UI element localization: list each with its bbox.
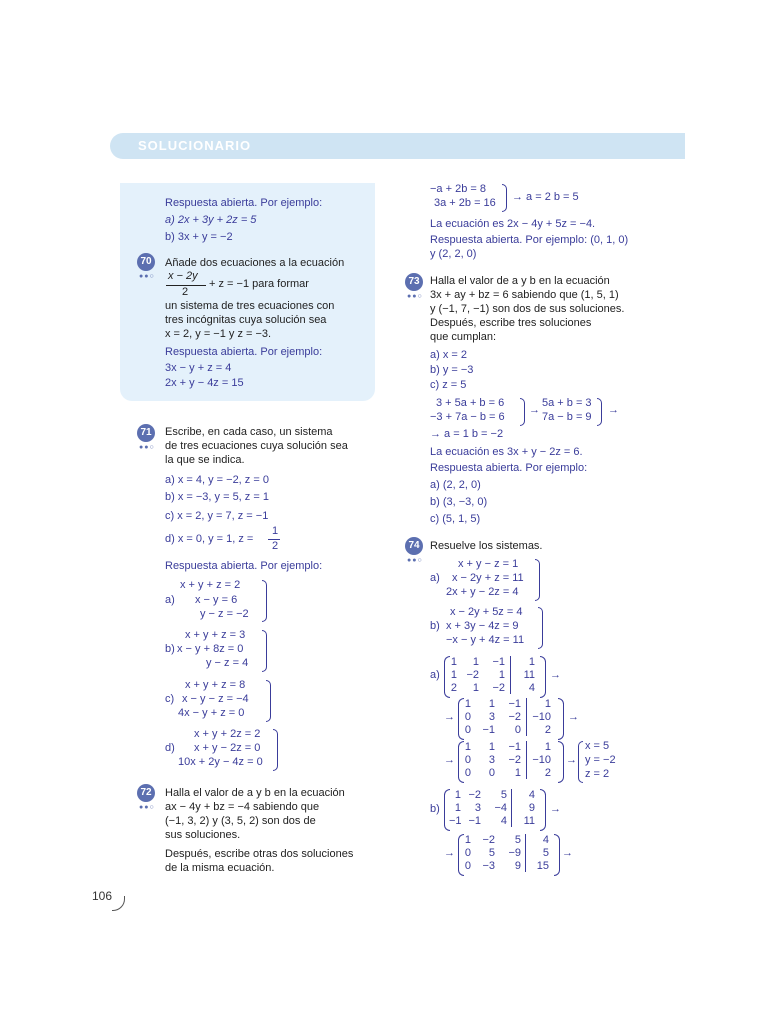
matrix-cell: −10: [532, 711, 551, 723]
matrix-cell: −3: [482, 860, 495, 872]
system-equation: −x − y + 4z = 11: [446, 634, 525, 646]
matrix-cell: −1: [508, 698, 521, 710]
matrix-divider: [525, 834, 526, 872]
system-label: b): [165, 643, 175, 655]
fraction-denominator: 2: [182, 286, 189, 298]
exercise-text: tres incógnitas cuya solución sea: [165, 314, 327, 326]
exercise-text: de tres ecuaciones cuya solución sea: [165, 440, 348, 452]
system-equation: x − y − z = −4: [182, 693, 249, 705]
answer-equation: 2x + y − 4z = 15: [165, 377, 244, 389]
difficulty-dots: ●●○: [139, 804, 155, 811]
matrix-cell: 0: [464, 724, 471, 736]
matrix-cell: 5: [542, 847, 549, 859]
answer-equation: La ecuación es 2x − 4y + 5z = −4.: [430, 218, 596, 230]
system-equation: x − 2y + z = 11: [452, 572, 524, 584]
exercise-text: Después, escribe tres soluciones: [430, 317, 592, 329]
matrix-cell: 1: [514, 767, 521, 779]
exercise-text: Halla el valor de a y b en la ecuación: [430, 275, 610, 287]
matrix-cell: 5: [514, 834, 521, 846]
answer-a: a) (2, 2, 0): [430, 479, 481, 491]
matrix-cell: 1: [488, 698, 495, 710]
matrix-divider: [510, 656, 511, 694]
matrix-cell: 11: [523, 669, 535, 681]
difficulty-dots: ●●○: [139, 273, 155, 280]
matrix-cell: −4: [494, 802, 507, 814]
matrix-label: b): [430, 803, 440, 815]
exercise-number-badge: 71: [137, 424, 155, 442]
matrix-cell: −1: [449, 815, 462, 827]
matrix-cell: 1: [464, 698, 471, 710]
exercise-text: Halla el valor de a y b en la ecuación: [165, 787, 345, 799]
system-equation: x + y + z = 8: [185, 679, 246, 691]
matrix-cell: −2: [508, 711, 521, 723]
answer-result: → a = 2 b = 5: [512, 191, 579, 203]
matrix-cell: 1: [464, 741, 471, 753]
system-equation: 7a − b = 9: [542, 411, 592, 423]
brace: [262, 630, 267, 672]
difficulty-dots: ●●○: [407, 557, 423, 564]
system-equation: 5a + b = 3: [542, 397, 592, 409]
system-equation: 3 + 5a + b = 6: [436, 397, 505, 409]
matrix-divider: [526, 741, 527, 779]
answer-more: y (2, 2, 0): [430, 248, 477, 260]
brace: [266, 680, 271, 722]
brace: [578, 741, 583, 783]
matrix-cell: −2: [468, 789, 481, 801]
exercise-text: ax − 4y + bz = −4 sabiendo que: [165, 801, 320, 813]
system-label: c): [165, 693, 175, 705]
arrow: →: [568, 711, 579, 723]
matrix-cell: 1: [544, 741, 551, 753]
matrix-cell: 1: [454, 789, 461, 801]
arrow: →: [562, 847, 573, 859]
page-title: SOLUCIONARIO: [138, 138, 252, 153]
item-a: a) x = 4, y = −2, z = 0: [165, 474, 269, 486]
matrix-cell: 0: [464, 847, 471, 859]
item-b: b) y = −3: [430, 364, 474, 376]
exercise-text: Resuelve los sistemas.: [430, 540, 543, 552]
exercise-text: + z = −1 para formar: [209, 278, 309, 290]
matrix-cell: 2: [450, 682, 457, 694]
matrix-paren-right: [554, 834, 560, 876]
matrix-cell: 1: [528, 656, 535, 668]
item-c: c) x = 2, y = 7, z = −1: [165, 510, 269, 522]
fraction-numerator: 1: [272, 525, 279, 537]
exercise-text: la que se indica.: [165, 454, 245, 466]
answer-b: b) 3x + y = −2: [165, 231, 233, 243]
matrix-cell: 5: [500, 789, 507, 801]
matrix-cell: −10: [532, 754, 551, 766]
matrix-cell: 4: [542, 834, 549, 846]
difficulty-dots: ●●○: [407, 293, 423, 300]
exercise-number-badge: 72: [137, 784, 155, 802]
exercise-text: un sistema de tres ecuaciones con: [165, 300, 335, 312]
answer-c: c) (5, 1, 5): [430, 513, 481, 525]
system-label: a): [165, 594, 175, 606]
matrix-cell: 3: [474, 802, 481, 814]
item-b: b) x = −3, y = 5, z = 1: [165, 491, 269, 503]
system-equation: y − z = 4: [206, 657, 249, 669]
exercise-number-badge: 74: [405, 537, 423, 555]
exercise-text: sus soluciones.: [165, 829, 241, 841]
item-a: a) x = 2: [430, 349, 467, 361]
answer-equation: 3x − y + z = 4: [165, 362, 232, 374]
system-label: a): [430, 572, 440, 584]
matrix-cell: 9: [528, 802, 535, 814]
matrix-cell: 4: [528, 682, 535, 694]
matrix-cell: 0: [464, 754, 471, 766]
matrix-cell: −2: [466, 669, 479, 681]
header-bar: [110, 133, 685, 159]
answer-intro: Respuesta abierta. Por ejemplo: (0, 1, 0): [430, 234, 629, 246]
arrow: →: [529, 404, 540, 416]
matrix-cell: 1: [450, 669, 457, 681]
system-label: d): [165, 742, 175, 754]
difficulty-dots: ●●○: [139, 444, 155, 451]
exercise-number-badge: 73: [405, 273, 423, 291]
matrix-paren-right: [558, 741, 564, 783]
system-equation: −a + 2b = 8: [430, 183, 486, 195]
matrix-cell: 0: [464, 767, 471, 779]
exercise-text: Después, escribe otras dos soluciones: [165, 848, 354, 860]
system-equation: 4x − y + z = 0: [178, 707, 245, 719]
matrix-cell: 4: [500, 815, 507, 827]
answer-result: → a = 1 b = −2: [430, 428, 504, 440]
matrix-cell: −2: [482, 834, 495, 846]
arrow: →: [444, 711, 455, 723]
matrix-cell: 0: [514, 724, 521, 736]
arrow: →: [444, 754, 455, 766]
arrow: →: [550, 803, 561, 815]
system-equation: x − y + 8z = 0: [177, 643, 244, 655]
exercise-text: Escribe, en cada caso, un sistema: [165, 426, 333, 438]
matrix-cell: −1: [468, 815, 481, 827]
matrix-cell: 1: [450, 656, 457, 668]
system-equation: x + y + z = 2: [180, 579, 241, 591]
matrix-paren-right: [540, 656, 546, 698]
matrix-cell: 1: [472, 682, 479, 694]
matrix-cell: −1: [492, 656, 505, 668]
system-equation: x + 3y − 4z = 9: [446, 620, 519, 632]
arrow: →: [444, 847, 455, 859]
matrix-cell: −1: [508, 741, 521, 753]
matrix-cell: 1: [454, 802, 461, 814]
exercise-text: Añade dos ecuaciones a la ecuación: [165, 257, 345, 269]
matrix-cell: 5: [488, 847, 495, 859]
brace: [262, 580, 267, 622]
answer-intro: Respuesta abierta. Por ejemplo:: [430, 462, 588, 474]
matrix-cell: 9: [514, 860, 521, 872]
matrix-cell: 1: [488, 741, 495, 753]
matrix-cell: 11: [523, 815, 535, 827]
brace: [597, 398, 602, 426]
page-number: 106: [92, 889, 113, 903]
item-c: c) z = 5: [430, 379, 467, 391]
matrix-cell: 1: [464, 834, 471, 846]
system-equation: −3 + 7a − b = 6: [430, 411, 505, 423]
matrix-cell: 3: [488, 754, 495, 766]
exercise-text: 3x + ay + bz = 6 sabiendo que (1, 5, 1): [430, 289, 619, 301]
brace: [538, 607, 543, 649]
answer-intro: Respuesta abierta. Por ejemplo:: [165, 560, 323, 572]
system-equation: x − 2y + 5z = 4: [450, 606, 523, 618]
solution-value: y = −2: [585, 754, 616, 766]
system-equation: 10x + 2y − 4z = 0: [178, 756, 263, 768]
system-equation: x + y − 2z = 0: [194, 742, 261, 754]
system-equation: y − z = −2: [200, 608, 249, 620]
system-equation: 2x + y − 2z = 4: [446, 586, 519, 598]
matrix-divider: [526, 698, 527, 736]
brace: [502, 184, 507, 212]
brace: [535, 559, 540, 601]
matrix-paren-right: [540, 789, 546, 831]
answer-a: a) 2x + 3y + 2z = 5: [165, 214, 257, 226]
exercise-number-badge: 70: [137, 253, 155, 271]
system-equation: x + y − z = 1: [458, 558, 519, 570]
matrix-cell: 4: [528, 789, 535, 801]
system-equation: x + y + 2z = 2: [194, 728, 261, 740]
fraction-numerator: x − 2y: [168, 270, 198, 282]
answer-intro: Respuesta abierta. Por ejemplo:: [165, 346, 323, 358]
matrix-divider: [511, 789, 512, 827]
matrix-cell: 15: [536, 860, 549, 872]
matrix-paren-right: [558, 698, 564, 740]
system-equation: 3a + 2b = 16: [434, 197, 496, 209]
fraction-denominator: 2: [272, 540, 279, 552]
matrix-cell: 1: [544, 698, 551, 710]
exercise-text: x = 2, y = −1 y z = −3.: [165, 328, 272, 340]
solution-value: x = 5: [585, 740, 610, 752]
arrow: →: [608, 404, 619, 416]
answer-equation: La ecuación es 3x + y − 2z = 6.: [430, 446, 583, 458]
arrow: →: [550, 669, 561, 681]
exercise-text: y (−1, 7, −1) son dos de sus soluciones.: [430, 303, 625, 315]
matrix-cell: 1: [472, 656, 479, 668]
answer-b: b) (3, −3, 0): [430, 496, 488, 508]
matrix-label: a): [430, 669, 440, 681]
page-corner-mark: [112, 896, 125, 911]
matrix-cell: 3: [488, 711, 495, 723]
brace: [520, 398, 525, 426]
system-equation: x + y + z = 3: [185, 629, 246, 641]
solution-value: z = 2: [585, 768, 610, 780]
exercise-text: que cumplan:: [430, 331, 497, 343]
matrix-cell: 0: [488, 767, 495, 779]
answer-intro: Respuesta abierta. Por ejemplo:: [165, 197, 323, 209]
matrix-cell: −2: [508, 754, 521, 766]
matrix-cell: 2: [544, 724, 551, 736]
matrix-cell: 1: [498, 669, 505, 681]
system-label: b): [430, 620, 440, 632]
matrix-cell: −1: [482, 724, 495, 736]
system-equation: x − y = 6: [195, 594, 238, 606]
exercise-text: de la misma ecuación.: [165, 862, 275, 874]
matrix-cell: −2: [492, 682, 505, 694]
matrix-cell: 0: [464, 860, 471, 872]
matrix-cell: −9: [508, 847, 521, 859]
brace: [273, 729, 278, 771]
exercise-text: (−1, 3, 2) y (3, 5, 2) son dos de: [165, 815, 316, 827]
item-d: d) x = 0, y = 1, z =: [165, 533, 254, 545]
matrix-cell: 0: [464, 711, 471, 723]
arrow: →: [566, 754, 577, 766]
matrix-cell: 2: [544, 767, 551, 779]
